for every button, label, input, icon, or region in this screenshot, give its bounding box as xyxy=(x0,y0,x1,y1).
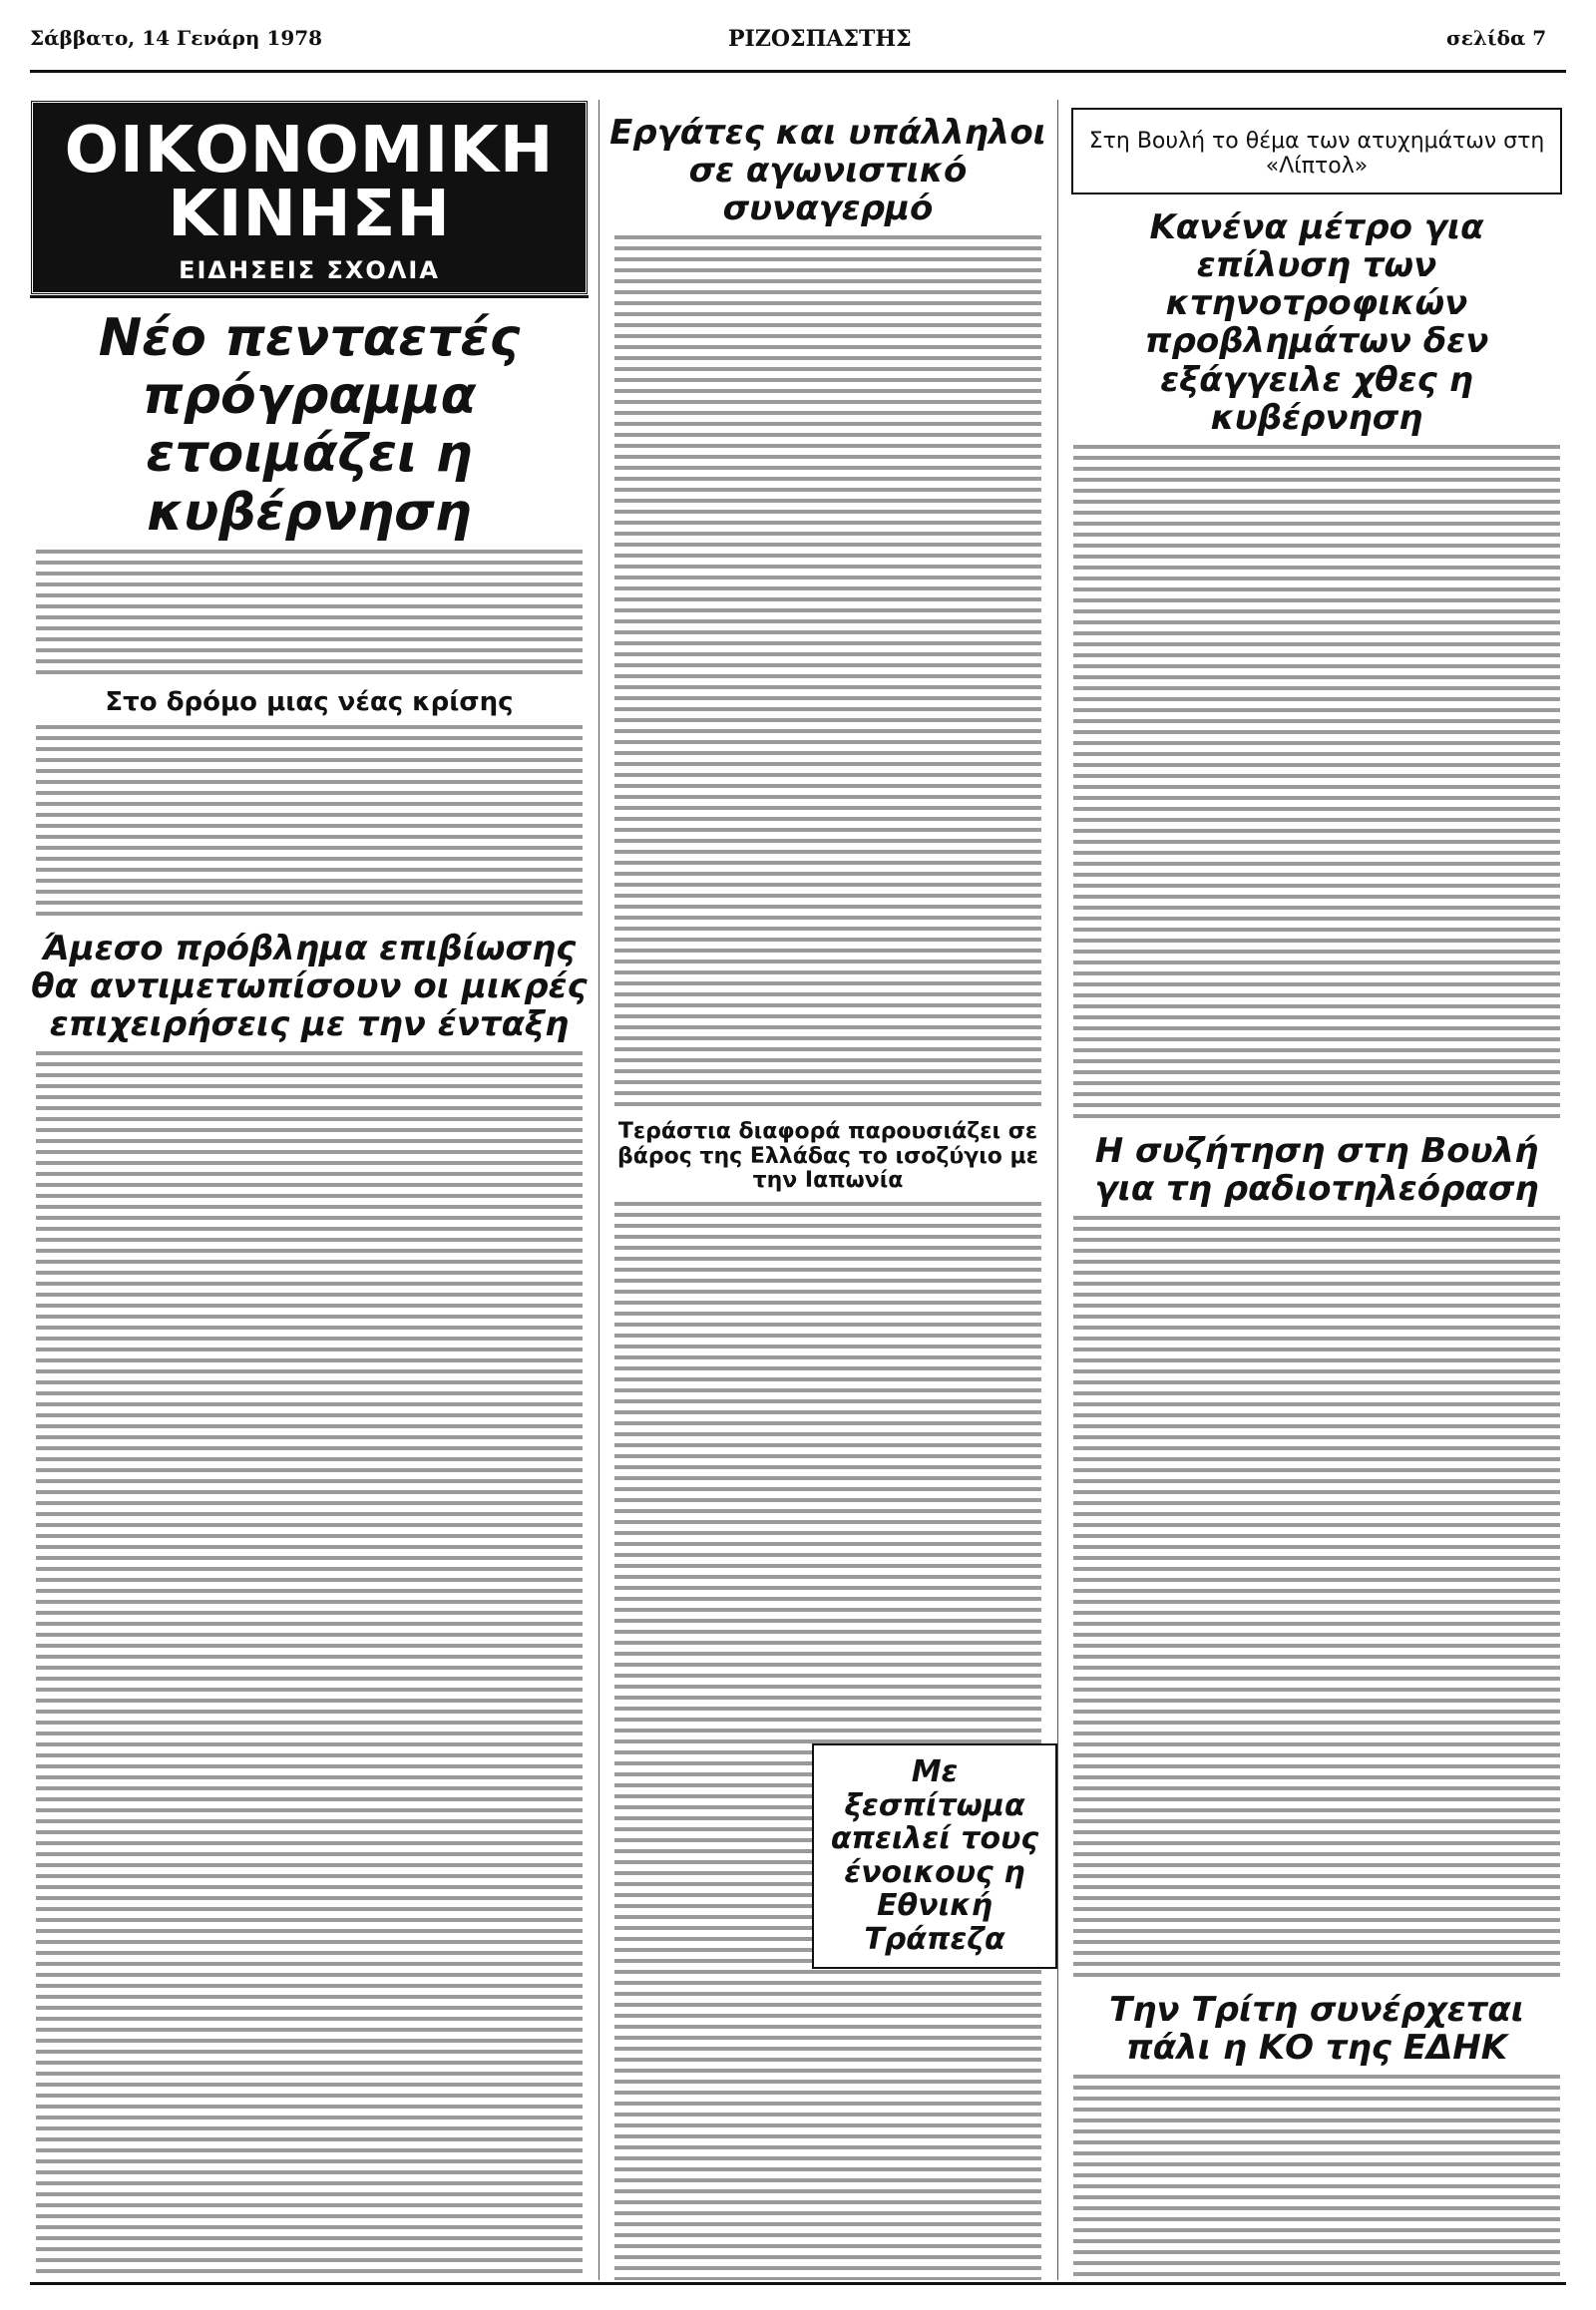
newspaper-name: ΡΙΖΟΣΠΑΣΤΗΣ xyxy=(728,26,912,52)
headline-lipton: Στη Βουλή το θέμα των ατυχημάτων στη «Λίπτολ» xyxy=(1088,129,1545,179)
footer-rule xyxy=(30,2282,1566,2285)
headline-livestock: Κανένα μέτρο για επίλυση των κτηνοτροφικών προβλημάτων δεν εξάγγειλε χθες η κυβέρνηση xyxy=(1144,207,1489,438)
article-body xyxy=(614,1202,1041,2280)
main-headline: Νέο πενταετές πρόγραμμα ετοιμάζει η κυβέρνηση xyxy=(98,308,521,543)
masthead xyxy=(0,0,1596,80)
right-column xyxy=(1067,100,1566,2280)
headline-workers: Εργάτες και υπάλληλοι σε αγωνιστικό συναγερμό xyxy=(609,113,1046,229)
lipton-box xyxy=(1071,108,1562,194)
section-subtitle: ΕΙΔΗΣΕΙΣ ΣΧΟΛΙΑ xyxy=(179,256,440,284)
section-banner xyxy=(30,100,589,295)
column-rule xyxy=(1057,100,1058,2280)
headline-greece-japan: Τεράστια διαφορά παρουσιάζει σε βάρος της Ελλάδας το ισοζύγιο με την Ιαπωνία xyxy=(617,1119,1038,1194)
section-title: ΟΙΚΟΝΟΜΙΚΗ ΚΙΝΗΣΗ xyxy=(64,114,555,251)
column-rule xyxy=(598,100,599,2280)
article-body xyxy=(36,725,583,916)
article-body xyxy=(1073,2075,1560,2280)
article-body xyxy=(36,550,583,674)
article-body xyxy=(36,1051,583,2280)
headline-edik: Την Τρίτη συνέρχεται πάλι η ΚΟ της ΕΔΗΚ xyxy=(1109,1989,1524,2068)
bank-box xyxy=(812,1743,1057,1969)
left-column xyxy=(30,100,589,2280)
headline-crisis: Στο δρόμο μιας νέας κρίσης xyxy=(105,686,514,717)
article-body xyxy=(1073,445,1560,1118)
headline-survival: Άμεσο πρόβλημα επιβίωσης θα αντιμετωπίσουν οι μικρές επιχειρήσεις με την ένταξη xyxy=(31,929,588,1045)
article-body xyxy=(1073,1216,1560,1977)
headline-bank: Με ξεσπίτωμα απειλεί τους ένοικους η Εθνική Τράπεζα xyxy=(830,1754,1039,1957)
issue-date: Σάββατο, 14 Γενάρη 1978 xyxy=(30,26,323,50)
masthead-rule xyxy=(30,70,1566,73)
page-number: σελίδα 7 xyxy=(1446,26,1547,50)
article-body xyxy=(614,235,1041,1106)
headline-radio: Η συζήτηση στη Βουλή για τη ραδιοτηλεόραση xyxy=(1094,1130,1539,1209)
